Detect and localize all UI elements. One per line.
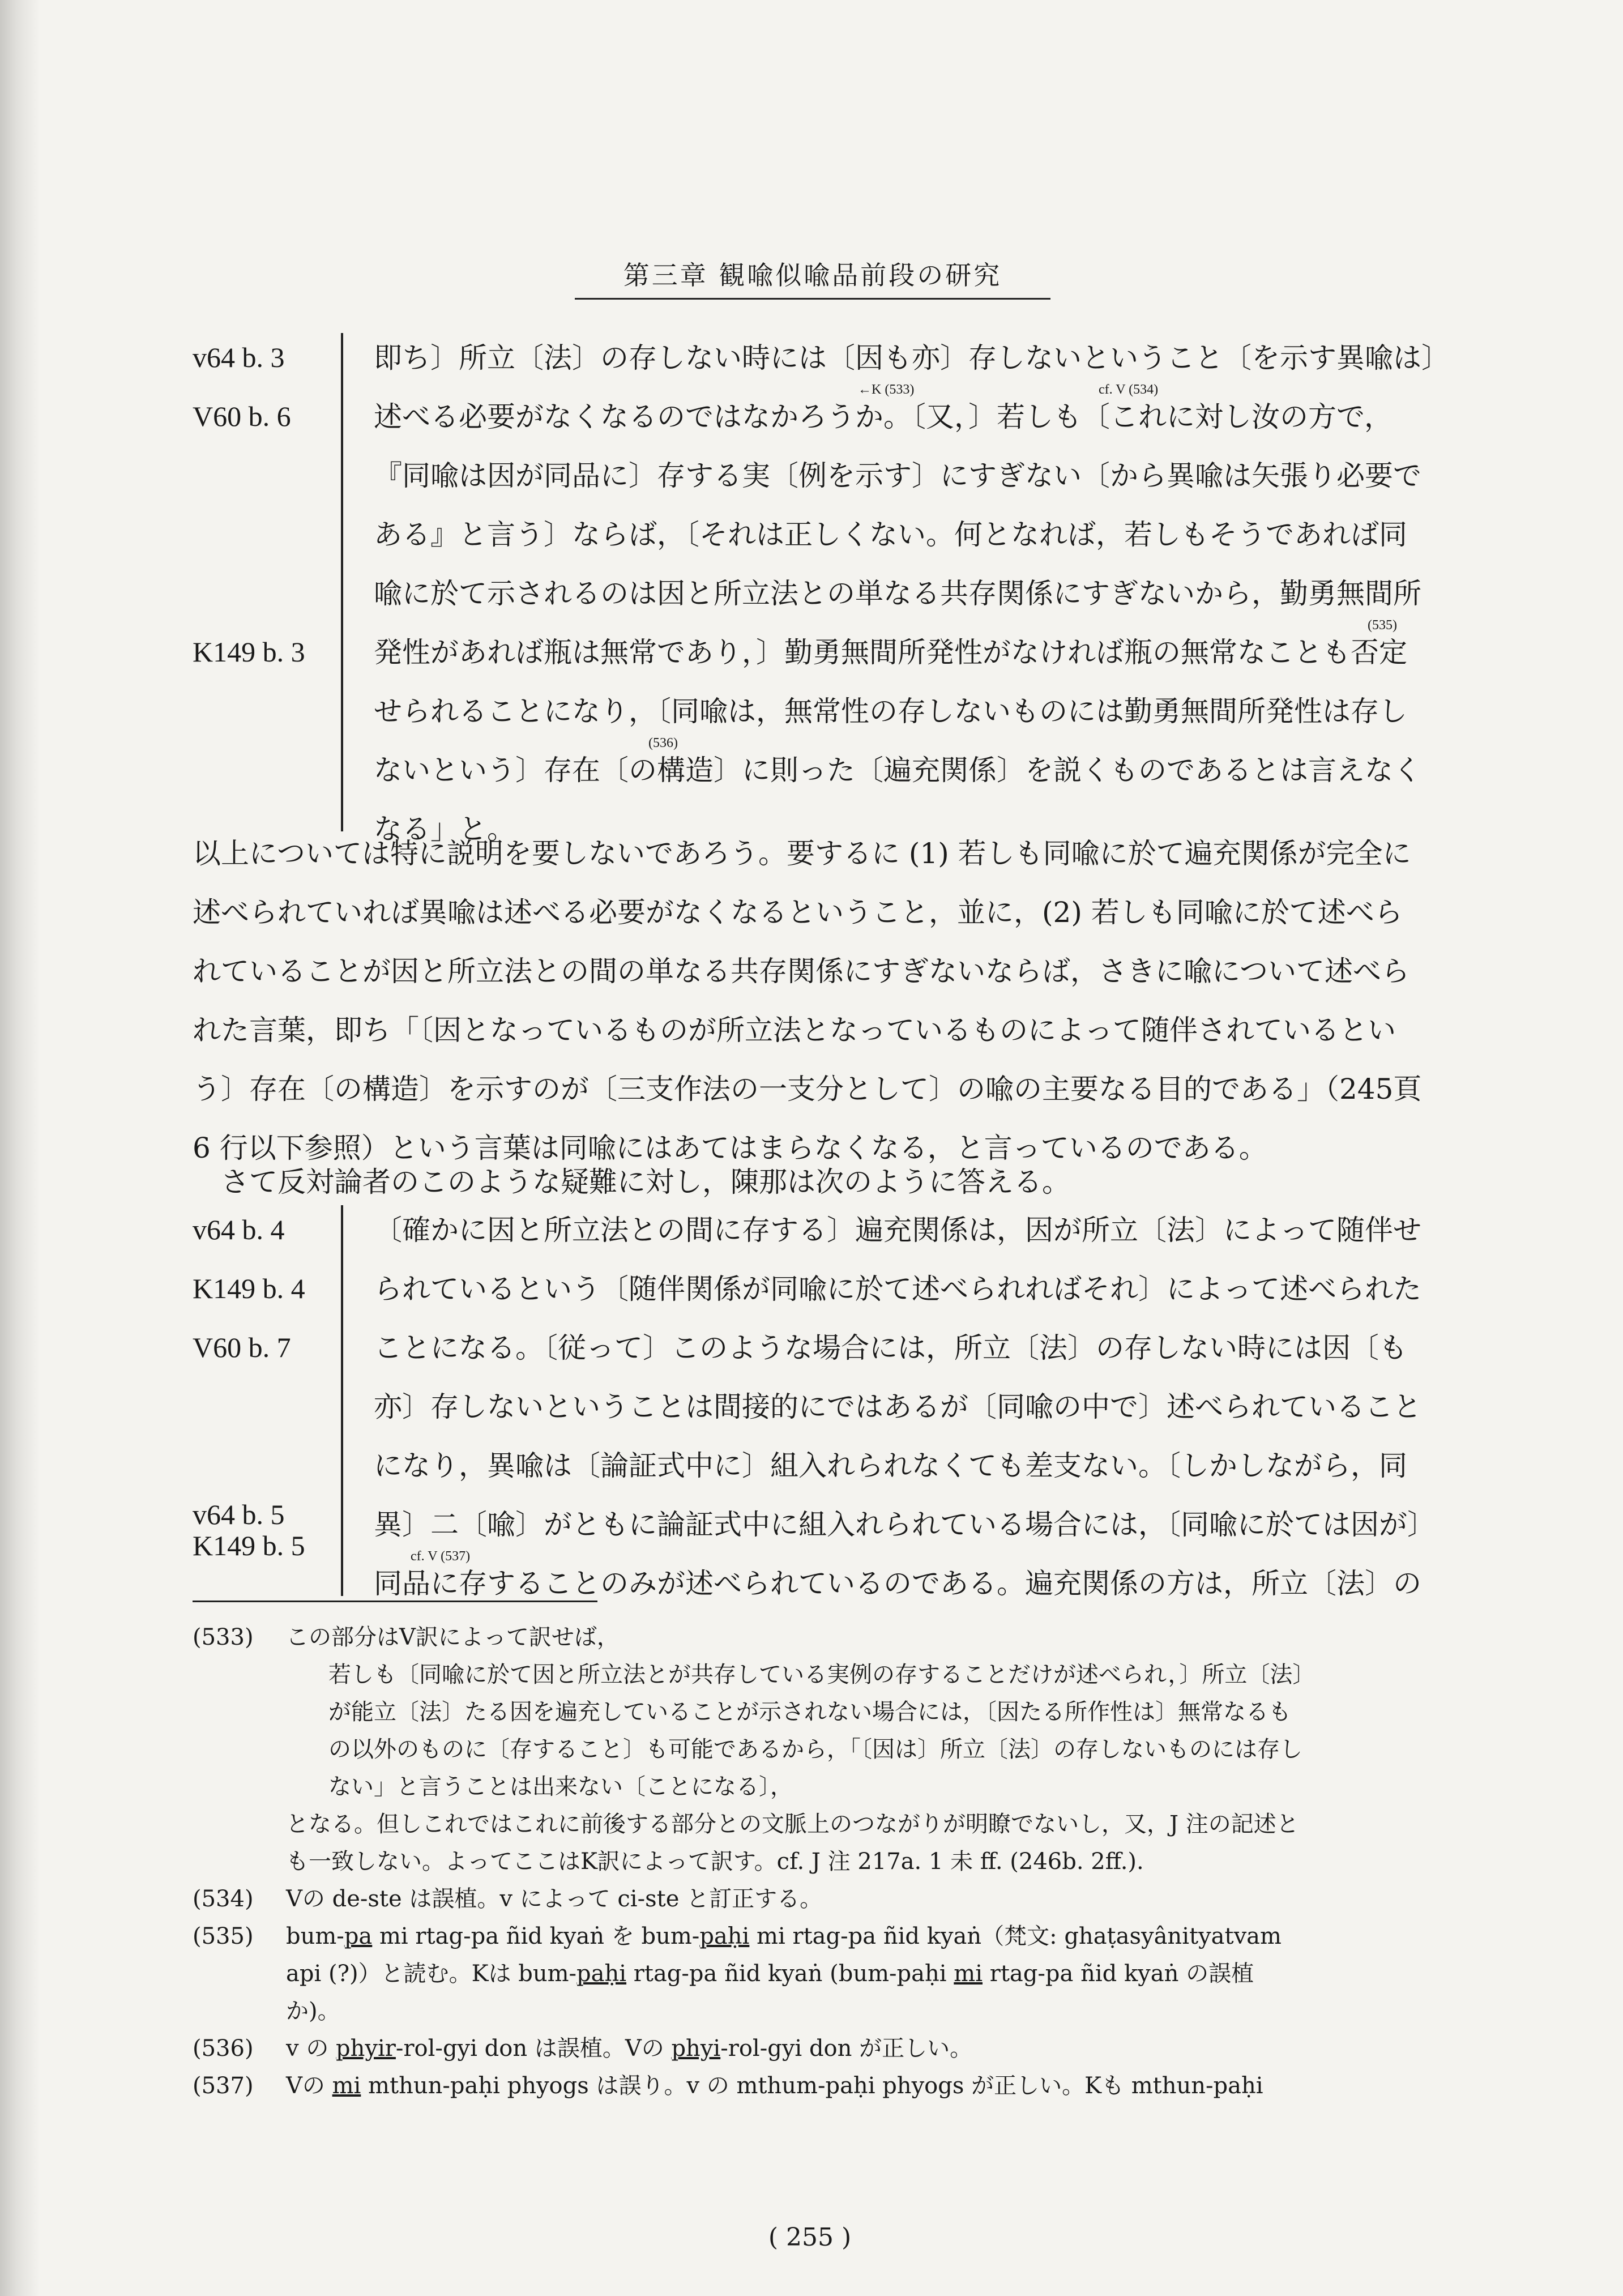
footnote-533	[193, 1619, 1455, 1880]
footnote-text: Vの de-ste は誤植。v によって ci-ste と訂正する。	[286, 1886, 823, 1912]
ref-v64b4: v64 b. 4	[193, 1214, 285, 1245]
block2-line: になり，異喩は〔論証式中に〕組入れられなくても差支ない。〔しかしながら，同	[374, 1449, 1407, 1482]
scan-edge-shadow	[0, 0, 40, 2296]
footnote-ref-537: cf. V (537)	[411, 1549, 471, 1564]
footnote-537	[193, 2067, 1455, 2105]
ref-v64b5: v64 b. 5	[193, 1499, 285, 1530]
footnote-number: (537)	[193, 2073, 254, 2099]
page-number: ( 255 )	[768, 2223, 852, 2252]
footnote-ref-535: (535)	[1368, 618, 1397, 633]
block2-line: 亦〕存しないということは間接的にではあるが〔同喩の中で〕述べられていること	[374, 1390, 1421, 1423]
block1-line: 即ち〕所立〔法〕の存しない時には〔因も亦〕存しないということ〔を示す異喩は〕	[374, 342, 1450, 374]
ref-v64b3: v64 b. 3	[193, 342, 285, 373]
footnote-number: (536)	[193, 2035, 254, 2062]
block1-line: ある』と言う〕ならば，〔それは正しくない。何となれば，若しもそうであれば同	[374, 518, 1407, 551]
block1-text	[374, 328, 1455, 859]
footnote-text-line	[286, 2030, 1455, 2067]
footnote-number: (534)	[193, 1886, 254, 1912]
footnote-536	[193, 2030, 1455, 2067]
ref-v60b6: V60 b. 6	[193, 400, 291, 432]
fn-underlined: pa	[344, 1923, 373, 1949]
footnote-text-line	[286, 2067, 1455, 2105]
fn-frag: v の	[286, 2035, 336, 2062]
footnote-ref-536: (536)	[648, 736, 678, 750]
block2-line: 〔確かに因と所立法との間に存する〕遍充関係は，因が所立〔法〕によって随伴せ	[374, 1214, 1421, 1247]
fn-underlined: phyir	[336, 2035, 396, 2062]
footnote-rule	[193, 1601, 597, 1602]
block2-line: られているという〔随伴関係が同喩に於て述べられればそれ〕によって述べられた	[374, 1273, 1421, 1305]
fn-underlined: phyi	[671, 2035, 721, 2062]
block2-line: 異〕二〔喩〕がともに論証式中に組入れられている場合には，〔同喩に於ては因が〕	[374, 1508, 1436, 1541]
footnote-quote-line: 若しも〔同喩に於て因と所立法とが共存している実例の存することだけが述べられ，〕所立〔法〕	[328, 1662, 1316, 1688]
footnote-quote-line: が能立〔法〕たる因を遍充していることが示されない場合には，〔因たる所作性は〕無常なるも	[328, 1699, 1291, 1725]
footnote-number: (533)	[193, 1624, 254, 1650]
footnote-text: この部分はV訳によって訳せば，	[286, 1624, 620, 1650]
para-line: 6 行以下参照）という言葉は同喩にはあてはまらなくなる，と言っているのである。	[193, 1132, 1267, 1164]
fn-underlined: paḥi	[576, 1961, 627, 1987]
block1-line: ないという〕存在〔の構造〕に則った〔遍充関係〕を説くものであるとは言えなく	[374, 754, 1421, 787]
fn-underlined: mi	[954, 1961, 983, 1987]
footnote-text-line	[286, 1955, 1455, 1992]
footnote-535	[193, 1918, 1455, 2030]
block1-line: 発性があれば瓶は無常であり，〕勤勇無間所発性がなければ瓶の無常なことも否定	[374, 636, 1407, 669]
footnote-quote-line: ない」と言うことは出来ない〔ことになる〕，	[328, 1774, 793, 1800]
fn-frag: rtag-pa ñid kyaṅ の誤植	[983, 1961, 1254, 1987]
fn-frag: Vの	[286, 2073, 332, 2099]
footnote-text: も一致しない。よってここはK訳によって訳す。cf. J 注 217a. 1 未 ff. (246b. 2ff.).	[286, 1849, 1144, 1875]
translation-block-2	[193, 1201, 1455, 1608]
fn-frag: -rol-gyi don は誤植。Vの	[395, 2035, 672, 2062]
para-line: れた言葉，即ち「〔因となっているものが所立法となっているものによって随伴されているとい	[193, 1014, 1396, 1047]
footnote-text-line: か)。	[286, 1998, 340, 2024]
margin-rule	[341, 1205, 343, 1596]
transition-sentence: さて反対論者のこのような疑難に対し，陳那は次のように答える。	[221, 1166, 1070, 1198]
block1-line-wrap	[374, 618, 1455, 682]
fn-frag: mi rtag-pa ñid kyaṅ を bum-	[372, 1923, 700, 1949]
block1-line: せられることになり，〔同喩は，無常性の存しないものには勤勇無間所発性は存し	[374, 695, 1407, 728]
fn-frag: api (?)）と読む。Kは bum-	[286, 1961, 577, 1987]
fn-underlined: mi	[332, 2073, 361, 2099]
footnote-quote-line: の以外のものに〔存すること〕も可能であるから，「〔因は〕所立〔法〕の存しないものには存し	[328, 1736, 1302, 1762]
para-line: う〕存在〔の構造〕を示すのが〔三支作法の一支分として〕の喩の主要なる目的である」（245頁	[193, 1073, 1422, 1106]
block1-line: 喩に於て示されるのは因と所立法との単なる共存関係にすぎないから，勤勇無間所	[374, 577, 1421, 610]
block1-line-wrap	[374, 736, 1455, 800]
block1-line: 述べる必要がなくなるのではなかろうか。〔又，〕若しも〔これに対し汝の方で，	[374, 400, 1393, 433]
footnote-number: (535)	[193, 1923, 254, 1949]
footnote-text-line	[286, 1918, 1455, 1955]
para-line: れていることが因と所立法との間の単なる共存関係にすぎないならば，さきに喩について述べら	[193, 955, 1410, 988]
fn-frag: -rol-gyi don が正しい。	[720, 2035, 973, 2062]
fn-frag: bum-	[286, 1923, 344, 1949]
footnote-ref-533: ←K (533)	[858, 382, 915, 397]
block1-line: なる」と。	[374, 813, 515, 846]
block2-text	[374, 1201, 1455, 1613]
ref-k149b5: K149 b. 5	[193, 1530, 305, 1561]
para-line: 以上については特に説明を要しないであろう。要するに (1) 若しも同喩に於て遍充関係が完全に	[193, 837, 1411, 870]
fn-frag: rtag-pa ñid kyaṅ (bum-paḥi	[626, 1961, 954, 1987]
para-line: 述べられていれば異喩は述べる必要がなくなるということ，並に，(2) 若しも同喩に於て述べら	[193, 896, 1403, 929]
running-head: 第三章 観喩似喩品前段の研究	[575, 255, 1050, 300]
block2-line-wrap	[374, 1549, 1455, 1613]
block1-line: 『同喩は因が同品に〕存する実〔例を示す〕にすぎない〔から異喩は矢張り必要で	[374, 459, 1421, 492]
footnote-534	[193, 1880, 1455, 1918]
ref-v60b7: V60 b. 7	[193, 1331, 291, 1363]
ref-k149b3: K149 b. 3	[193, 636, 305, 668]
footnotes	[193, 1619, 1455, 2105]
ref-k149b4: K149 b. 4	[193, 1273, 305, 1304]
fn-underlined: paḥi	[699, 1923, 750, 1949]
footnote-ref-534: cf. V (534)	[1099, 382, 1159, 397]
block2-line: 同品に存することのみが述べられているのである。遍充関係の方は，所立〔法〕の	[374, 1567, 1421, 1600]
fn-frag: mi rtag-pa ñid kyaṅ（梵文: ghaṭasyânityatvam	[749, 1923, 1282, 1949]
fn-frag: mthun-paḥi phyogs は誤り。v の mthum-paḥi phyogs が正しい。Kも mthun-paḥi	[361, 2073, 1263, 2099]
margin-rule	[341, 333, 343, 831]
footnote-text: となる。但しこれではこれに前後する部分との文脈上のつながりが明瞭でないし，又，J 注の記述と	[286, 1811, 1299, 1837]
block2-line: ことになる。〔従って〕このような場合には，所立〔法〕の存しない時には因〔も	[374, 1331, 1407, 1364]
translation-block-1	[193, 328, 1455, 855]
block1-line-wrap	[374, 382, 1455, 446]
commentary-paragraph	[193, 824, 1455, 1177]
